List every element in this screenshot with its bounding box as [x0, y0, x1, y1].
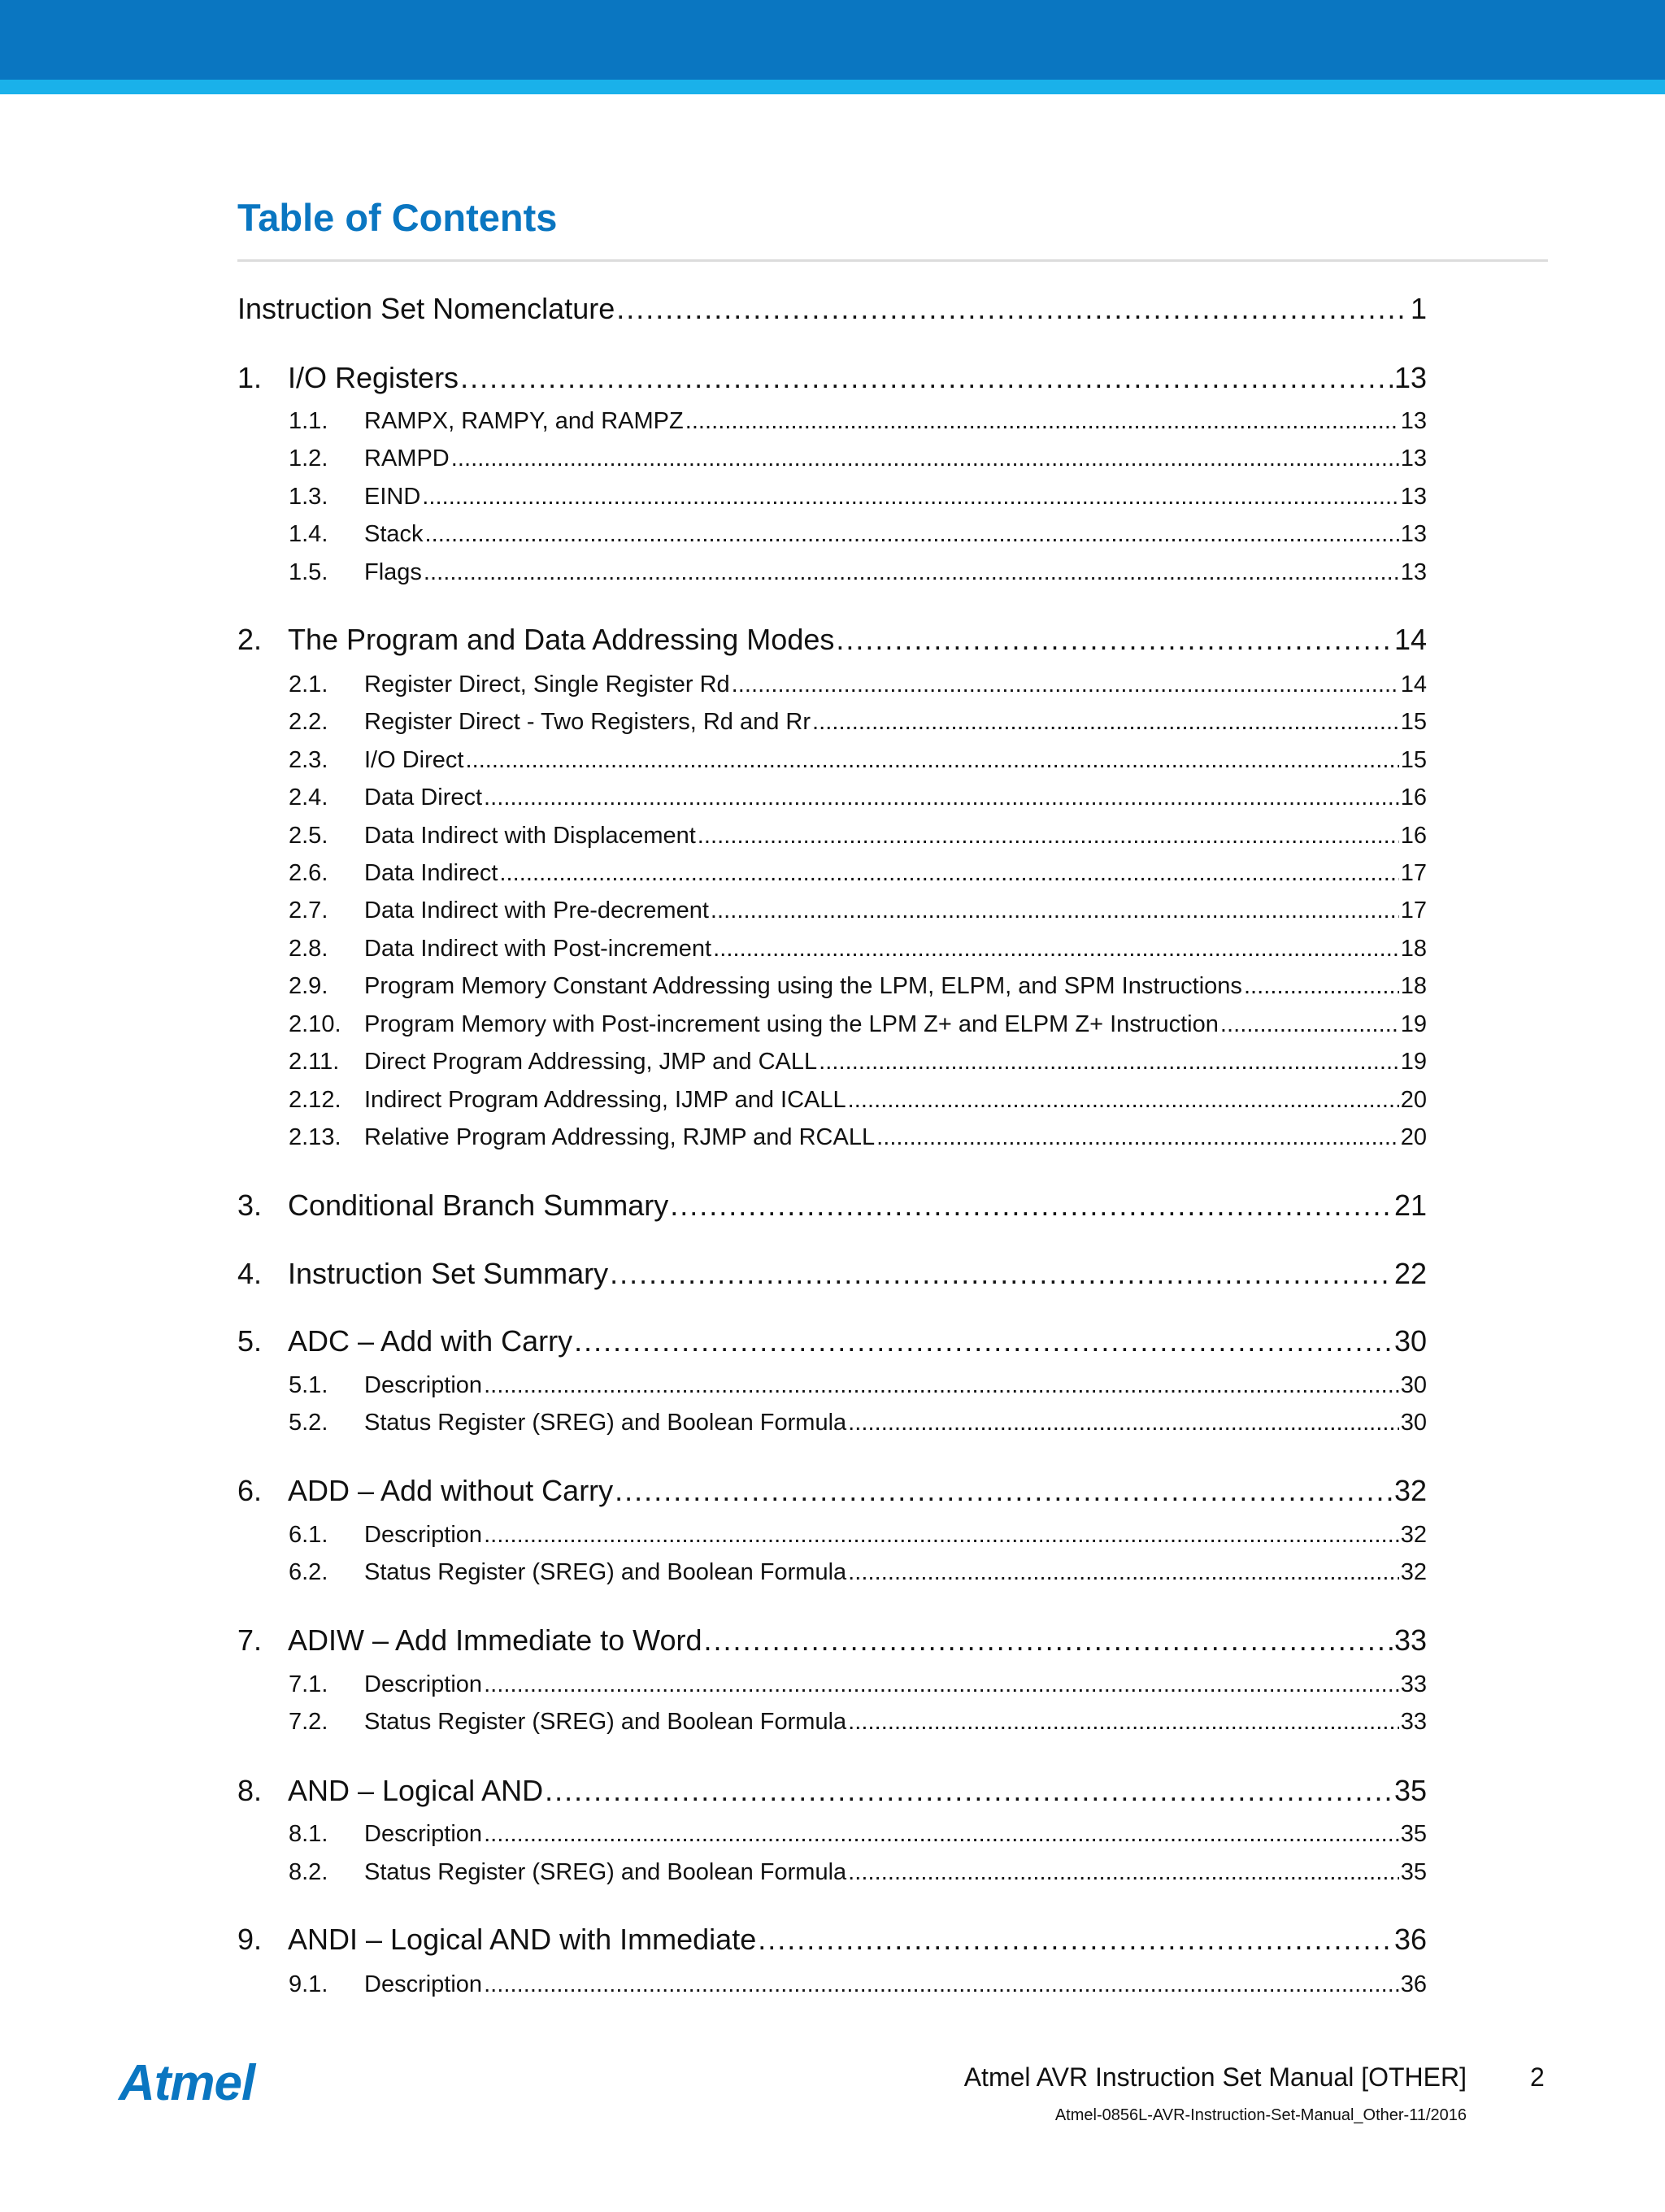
toc-entry-label: Program Memory Constant Addressing using the LPM, ELPM, and SPM Instructions [364, 973, 1242, 999]
toc-entry-label: Description [364, 1522, 483, 1548]
toc-entry-page: 36 [1400, 1971, 1427, 1997]
toc-entry-label: I/O Direct [364, 747, 464, 773]
toc-dot-leader [484, 1521, 1399, 1549]
footer-manual-title: Atmel AVR Instruction Set Manual [OTHER] [963, 2062, 1467, 2092]
toc-entry-number: 2.9. [289, 973, 328, 999]
toc-entry-number: 2.10. [289, 1011, 341, 1037]
toc-subsection-entry[interactable] [289, 1010, 1427, 1039]
toc-entry-label: I/O Registers [288, 361, 459, 394]
toc-entry-page: 17 [1400, 897, 1427, 923]
toc-entry-label: Direct Program Addressing, JMP and CALL [364, 1049, 818, 1075]
toc-entry-page: 32 [1400, 1522, 1427, 1548]
toc-subsection-entry[interactable] [289, 1123, 1427, 1152]
toc-entry-label: Instruction Set Nomenclature [237, 292, 615, 325]
toc-subsection-entry[interactable] [289, 708, 1427, 737]
toc-entry-label: Description [364, 1372, 483, 1398]
toc-entry-page: 13 [1400, 484, 1427, 510]
toc-entry-page: 33 [1400, 1709, 1427, 1735]
toc-subsection-entry[interactable] [289, 407, 1427, 436]
toc-dot-leader [713, 935, 1399, 963]
toc-dot-leader [848, 1409, 1399, 1437]
toc-entry-label: Indirect Program Addressing, IJMP and ICALL [364, 1087, 846, 1113]
toc-subsection-entry[interactable] [289, 558, 1427, 587]
toc-entry-label: Data Indirect [364, 860, 498, 886]
toc-entry-number: 2.8. [289, 936, 328, 962]
toc-subsection-entry[interactable] [289, 1820, 1427, 1849]
atmel-logo: Atmel [119, 2055, 255, 2111]
toc-section-entry[interactable] [237, 1323, 1427, 1358]
toc-dot-leader [484, 1371, 1399, 1400]
toc-entry-label: Status Register (SREG) and Boolean Formula [364, 1709, 847, 1735]
toc-dot-leader [465, 746, 1398, 775]
toc-entry-label: RAMPD [364, 445, 450, 472]
toc-dot-leader [610, 1256, 1393, 1291]
toc-entry-number: 1.5. [289, 559, 328, 585]
toc-entry-label: Register Direct - Two Registers, Rd and Rr [364, 709, 811, 735]
toc-subsection-entry[interactable] [289, 1409, 1427, 1437]
toc-entry-number: 1. [237, 361, 263, 394]
toc-entry-number: 5. [237, 1324, 263, 1358]
toc-entry-label: Register Direct, Single Register Rd [364, 671, 730, 697]
toc-section-entry[interactable] [237, 1256, 1427, 1291]
footer-doc-id: Atmel-0856L-AVR-Instruction-Set-Manual_Other-11/2016 [1054, 2106, 1467, 2124]
toc-entry-page: 33 [1400, 1671, 1427, 1697]
toc-entry-page: 18 [1400, 936, 1427, 962]
toc-entry-page: 18 [1400, 973, 1427, 999]
toc-entry-page: 13 [1400, 559, 1427, 585]
page-title: Table of Contents [237, 196, 558, 239]
toc-subsection-entry[interactable] [289, 1971, 1427, 1999]
toc-dot-leader [484, 1971, 1399, 1999]
toc-dot-leader [425, 520, 1399, 549]
toc-entry-label: ADD – Add without Carry [288, 1474, 614, 1507]
toc-entry-number: 2. [237, 623, 263, 656]
toc-subsection-entry[interactable] [289, 1558, 1427, 1587]
toc-entry-page: 15 [1400, 709, 1427, 735]
toc-entry-number: 6.1. [289, 1522, 328, 1548]
toc-entry-page: 30 [1393, 1324, 1427, 1358]
toc-dot-leader [812, 708, 1399, 737]
toc-subsection-entry[interactable] [289, 1858, 1427, 1887]
toc-entry-page: 35 [1400, 1859, 1427, 1885]
toc-entry-number: 6. [237, 1474, 263, 1507]
toc-entry-label: Relative Program Addressing, RJMP and RCALL [364, 1124, 876, 1150]
toc-entry-page: 16 [1400, 784, 1427, 810]
toc-entry-number: 2.1. [289, 671, 328, 697]
toc-entry-number: 7. [237, 1623, 263, 1657]
toc-entry-label: Program Memory with Post-increment using the LPM Z+ and ELPM Z+ Instruction [364, 1011, 1219, 1037]
toc-entry-number: 5.1. [289, 1372, 328, 1398]
toc-dot-leader [848, 1858, 1399, 1887]
toc-entry-number: 1.1. [289, 408, 328, 434]
toc-entry-label: Status Register (SREG) and Boolean Formula [364, 1859, 847, 1885]
toc-entry-label: ADIW – Add Immediate to Word [288, 1623, 702, 1657]
toc-dot-leader [876, 1123, 1399, 1152]
toc-entry-page: 15 [1400, 747, 1427, 773]
toc-entry-page: 17 [1400, 860, 1427, 886]
toc-dot-leader [424, 558, 1399, 587]
toc-entry-label: Data Indirect with Post-increment [364, 936, 712, 962]
toc-dot-leader [819, 1048, 1399, 1076]
toc-entry-page: 13 [1393, 361, 1427, 394]
toc-dot-leader [484, 784, 1399, 812]
toc-subsection-entry[interactable] [289, 1521, 1427, 1549]
toc-entry-label: Data Indirect with Displacement [364, 823, 696, 849]
toc-entry-label: Description [364, 1671, 483, 1697]
toc-entry-number: 8. [237, 1774, 263, 1807]
toc-dot-leader [1244, 972, 1399, 1001]
toc-dot-leader [732, 671, 1399, 699]
toc-dot-leader [422, 483, 1398, 511]
toc-entry-page: 20 [1400, 1087, 1427, 1113]
toc-section-entry[interactable] [237, 1773, 1427, 1808]
toc-entry-page: 35 [1393, 1774, 1427, 1807]
toc-dot-leader [616, 291, 1409, 326]
toc-entry-page: 30 [1400, 1372, 1427, 1398]
toc-entry-label: Data Indirect with Pre-decrement [364, 897, 709, 923]
toc-subsection-entry[interactable] [289, 972, 1427, 1001]
toc-entry-label: Instruction Set Summary [288, 1257, 609, 1290]
toc-dot-leader [670, 1188, 1393, 1223]
toc-entry-page: 36 [1393, 1923, 1427, 1956]
toc-dot-leader [758, 1922, 1393, 1957]
toc-section-entry[interactable] [237, 1623, 1427, 1658]
toc-entry-page: 1 [1410, 292, 1427, 325]
toc-subsection-entry[interactable] [289, 1371, 1427, 1400]
toc-subsection-entry[interactable] [289, 897, 1427, 925]
toc-entry-label: Conditional Branch Summary [288, 1189, 669, 1222]
toc-subsection-entry[interactable] [289, 1671, 1427, 1699]
toc-entry-label: Stack [364, 521, 424, 547]
toc-entry-page: 19 [1400, 1011, 1427, 1037]
toc-entry-number: 9. [237, 1923, 263, 1956]
toc-dot-leader [711, 897, 1399, 925]
toc-dot-leader [484, 1820, 1399, 1849]
toc-subsection-entry[interactable] [289, 520, 1427, 549]
toc-subsection-entry[interactable] [289, 784, 1427, 812]
toc-entry-page: 33 [1393, 1623, 1427, 1657]
toc-entry-number: 2.13. [289, 1124, 341, 1150]
toc-entry-number: 4. [237, 1257, 263, 1290]
toc-entry-label: Description [364, 1971, 483, 1997]
toc-dot-leader [704, 1623, 1393, 1658]
toc-dot-leader [836, 622, 1393, 657]
toc-subsection-entry[interactable] [289, 935, 1427, 963]
toc-entry-number: 7.2. [289, 1709, 328, 1735]
toc-section-entry[interactable] [237, 291, 1427, 326]
toc-entry-label: ANDI – Logical AND with Immediate [288, 1923, 757, 1956]
toc-section-entry[interactable] [237, 1188, 1427, 1223]
toc-dot-leader [848, 1086, 1399, 1115]
toc-entry-number: 7.1. [289, 1671, 328, 1697]
toc-entry-page: 35 [1400, 1821, 1427, 1847]
toc-entry-number: 2.4. [289, 784, 328, 810]
toc-entry-page: 14 [1393, 623, 1427, 656]
toc-dot-leader [545, 1773, 1393, 1808]
toc-entry-number: 1.2. [289, 445, 328, 472]
toc-entry-page: 19 [1400, 1049, 1427, 1075]
toc-entry-page: 13 [1400, 521, 1427, 547]
toc-entry-page: 13 [1400, 408, 1427, 434]
toc-entry-page: 32 [1393, 1474, 1427, 1507]
toc-entry-label: EIND [364, 484, 421, 510]
toc-section-entry[interactable] [237, 360, 1427, 395]
toc-entry-number: 2.2. [289, 709, 328, 735]
toc-entry-page: 22 [1393, 1257, 1427, 1290]
toc-entry-number: 2.11. [289, 1049, 340, 1075]
toc-entry-number: 2.12. [289, 1087, 341, 1113]
toc-entry-label: The Program and Data Addressing Modes [288, 623, 835, 656]
toc-entry-number: 2.7. [289, 897, 328, 923]
toc-dot-leader [615, 1473, 1393, 1508]
toc-entry-number: 1.3. [289, 484, 328, 510]
toc-entry-number: 5.2. [289, 1410, 328, 1436]
toc-subsection-entry[interactable] [289, 1086, 1427, 1115]
toc-entry-number: 2.5. [289, 823, 328, 849]
toc-dot-leader [484, 1671, 1399, 1699]
toc-dot-leader [848, 1558, 1399, 1587]
toc-dot-leader [451, 445, 1399, 473]
toc-dot-leader [499, 859, 1398, 888]
toc-subsection-entry[interactable] [289, 445, 1427, 473]
toc-entry-label: Data Direct [364, 784, 483, 810]
toc-subsection-entry[interactable] [289, 822, 1427, 850]
toc-entry-number: 8.2. [289, 1859, 328, 1885]
toc-entry-page: 21 [1393, 1189, 1427, 1222]
toc-entry-number: 9.1. [289, 1971, 328, 1997]
toc-entry-label: ADC – Add with Carry [288, 1324, 573, 1358]
toc-subsection-entry[interactable] [289, 671, 1427, 699]
toc-subsection-entry[interactable] [289, 1048, 1427, 1076]
toc-dot-leader [848, 1708, 1399, 1736]
toc-entry-number: 2.6. [289, 860, 328, 886]
toc-dot-leader [460, 360, 1393, 395]
toc-subsection-entry[interactable] [289, 859, 1427, 888]
toc-section-entry[interactable] [237, 622, 1427, 657]
footer-page-number: 2 [1530, 2062, 1545, 2092]
toc-entry-label: Flags [364, 559, 422, 585]
toc-entry-label: Status Register (SREG) and Boolean Formula [364, 1410, 847, 1436]
toc-dot-leader [1220, 1010, 1399, 1039]
toc-entry-label: Status Register (SREG) and Boolean Formula [364, 1559, 847, 1585]
toc-subsection-entry[interactable] [289, 1708, 1427, 1736]
toc-dot-leader [685, 407, 1399, 436]
toc-entry-page: 13 [1400, 445, 1427, 472]
toc-entry-label: Description [364, 1821, 483, 1847]
toc-entry-number: 2.3. [289, 747, 328, 773]
toc-dot-leader [574, 1323, 1393, 1358]
toc-entry-number: 6.2. [289, 1559, 328, 1585]
toc-section-entry[interactable] [237, 1922, 1427, 1957]
toc-entry-label: RAMPX, RAMPY, and RAMPZ [364, 408, 684, 434]
toc-entry-number: 1.4. [289, 521, 328, 547]
toc-entry-page: 30 [1400, 1410, 1427, 1436]
toc-entry-number: 3. [237, 1189, 263, 1222]
toc-entry-page: 14 [1400, 671, 1427, 697]
toc-entry-number: 8.1. [289, 1821, 328, 1847]
toc-entry-page: 32 [1400, 1559, 1427, 1585]
toc-subsection-entry[interactable] [289, 746, 1427, 775]
toc-section-entry[interactable] [237, 1473, 1427, 1508]
toc-dot-leader [698, 822, 1399, 850]
toc-entry-label: AND – Logical AND [288, 1774, 544, 1807]
toc-subsection-entry[interactable] [289, 483, 1427, 511]
toc-entry-page: 20 [1400, 1124, 1427, 1150]
toc-entry-page: 16 [1400, 823, 1427, 849]
